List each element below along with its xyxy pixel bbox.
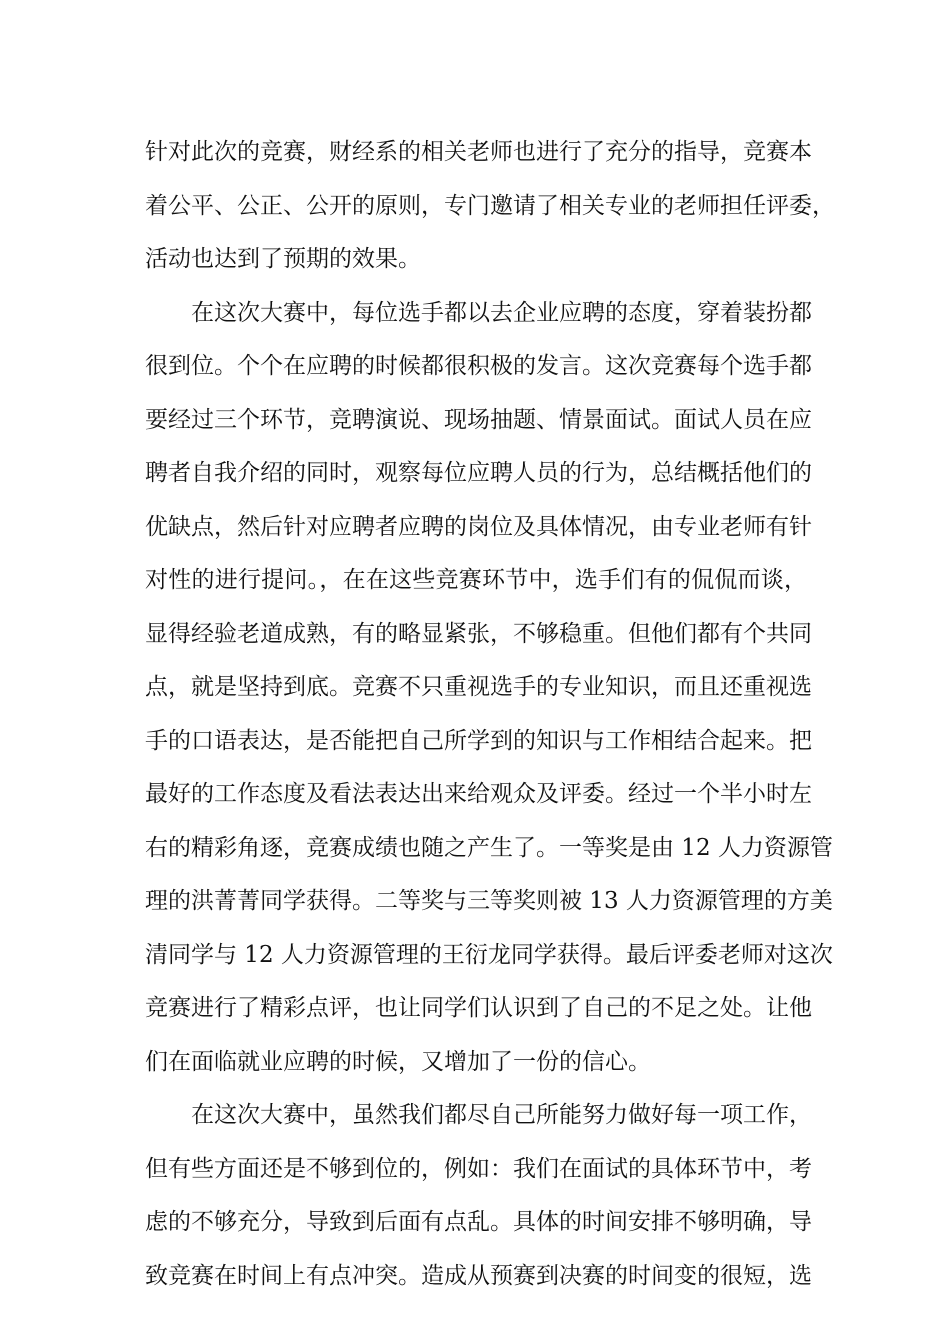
text-line: 活动也达到了预期的效果。 xyxy=(145,246,421,272)
text-line: 聘者自我介绍的同时，观察每位应聘人员的行为，总结概括他们的 xyxy=(145,460,812,486)
text-line: 对性的进行提问。，在在这些竞赛环节中，选手们有的侃侃而谈， xyxy=(145,567,807,593)
text-line: 点，就是坚持到底。竞赛不只重视选手的专业知识，而且还重视选 xyxy=(145,674,812,700)
text-line: 虑的不够充分，导致到后面有点乱。具体的时间安排不够明确，导 xyxy=(145,1209,812,1235)
document-body xyxy=(145,126,835,1303)
text-line: 着公平、公正、公开的原则，专门邀请了相关专业的老师担任评委， xyxy=(145,192,835,219)
text-line: 竞赛进行了精彩点评，也让同学们认识到了自己的不足之处。让他 xyxy=(145,995,812,1021)
text-line: 致竞赛在时间上有点冲突。造成从预赛到决赛的时间变的很短，选 xyxy=(145,1262,812,1289)
text-line: 很到位。个个在应聘的时候都很积极的发言。这次竞赛每个选手都 xyxy=(145,353,812,379)
text-line: 们在面临就业应聘的时候，又增加了一份的信心。 xyxy=(145,1048,651,1075)
text-line: 但有些方面还是不够到位的，例如：我们在面试的具体环节中，考 xyxy=(145,1155,812,1182)
text-line: 手的口语表达，是否能把自己所学到的知识与工作相结合起来。把 xyxy=(145,727,812,754)
text-line: 右的精彩角逐，竞赛成绩也随之产生了。一等奖是由 12 人力资源管 xyxy=(145,834,833,861)
text-line: 显得经验老道成熟，有的略显紧张，不够稳重。但他们都有个共同 xyxy=(145,620,812,647)
text-line: 最好的工作态度及看法表达出来给观众及评委。经过一个半小时左 xyxy=(145,781,812,807)
paragraph-2 xyxy=(145,287,833,1090)
text-line: 优缺点，然后针对应聘者应聘的岗位及具体情况，由专业老师有针 xyxy=(145,513,812,540)
paragraph-3 xyxy=(145,1089,812,1303)
text-line: 清同学与 12 人力资源管理的王衍龙同学获得。最后评委老师对这次 xyxy=(145,941,833,968)
text-line: 理的洪菁菁同学获得。二等奖与三等奖则被 13 人力资源管理的方美 xyxy=(145,888,833,914)
text-line: 在这次大赛中，每位选手都以去企业应聘的态度，穿着装扮都 xyxy=(191,299,812,326)
text-line: 要经过三个环节，竞聘演说、现场抽题、情景面试。面试人员在应 xyxy=(145,406,812,433)
text-line: 针对此次的竞赛，财经系的相关老师也进行了充分的指导，竞赛本 xyxy=(145,139,812,165)
text-line: 在这次大赛中，虽然我们都尽自己所能努力做好每一项工作， xyxy=(191,1102,812,1128)
paragraph-1 xyxy=(145,126,835,287)
